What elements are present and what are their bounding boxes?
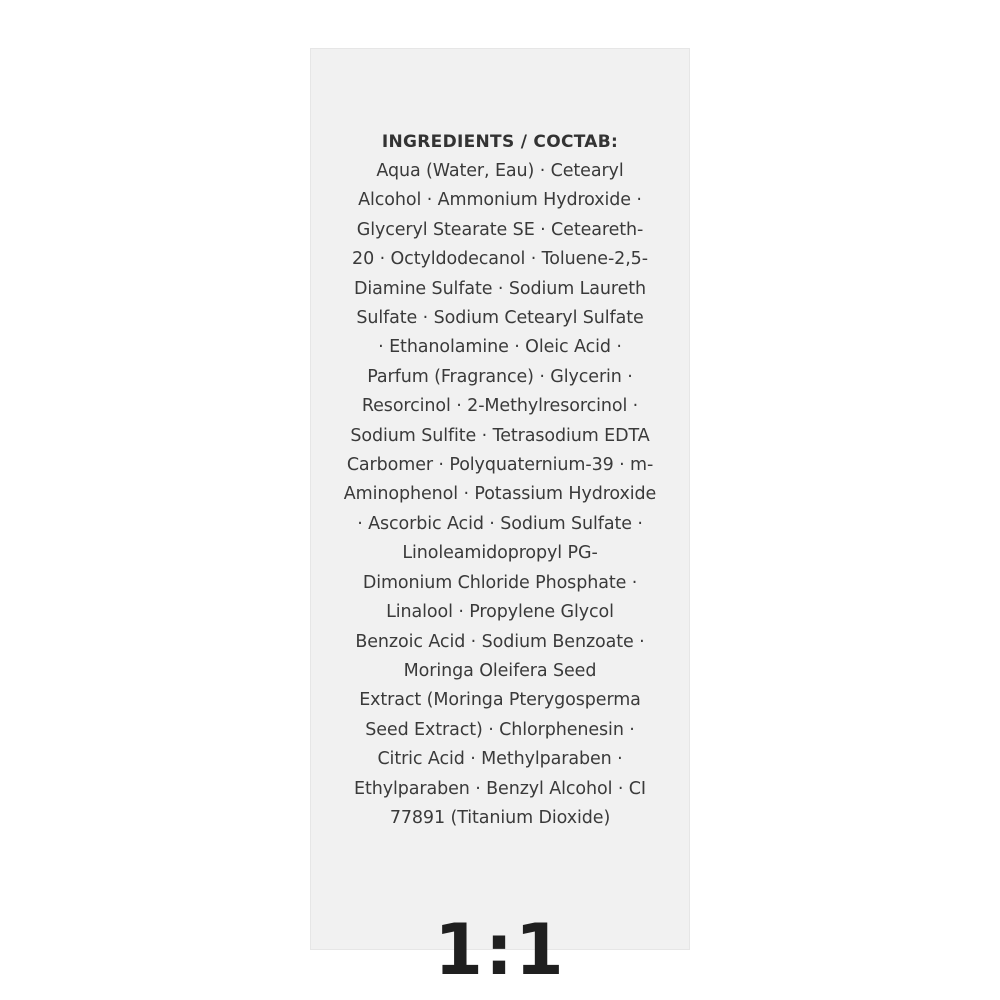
ingredients-line-20: Seed Extract) · Chlorphenesin · — [365, 719, 635, 740]
ingredients-line-9: Resorcinol · 2-Methylresorcinol · — [361, 396, 639, 417]
ingredients-line-14: Linoleamidopropyl PG- — [402, 543, 598, 564]
ingredients-line-19: Extract (Moringa Pterygosperma — [359, 690, 641, 711]
ingredients-line-12: Aminophenol · Potassium Hydroxide — [343, 484, 657, 505]
ingredients-line-10: Sodium Sulfite · Tetrasodium EDTA — [350, 425, 650, 446]
ingredients-line-1: Aqua (Water, Eau) · Cetearyl — [376, 161, 624, 181]
ingredients-heading: INGREDIENTS / COCTAB: — [381, 132, 619, 152]
ingredients-line-13: · Ascorbic Acid · Sodium Sulfate · — [357, 513, 643, 534]
ingredients-line-8: Parfum (Fragrance) · Glycerin · — [367, 366, 633, 387]
ingredients-line-2: Alcohol · Ammonium Hydroxide · — [358, 190, 642, 211]
ingredients-line-7: · Ethanolamine · Oleic Acid · — [378, 337, 622, 358]
ingredients-line-17: Benzoic Acid · Sodium Benzoate · — [355, 631, 645, 652]
ingredients-block — [310, 128, 690, 833]
mix-ratio: 1:1 — [434, 909, 566, 991]
ingredients-line-21: Citric Acid · Methylparaben · — [377, 749, 623, 770]
ingredients-line-23: 77891 (Titanium Dioxide) — [389, 807, 611, 828]
ingredients-line-11: Carbomer · Polyquaternium-39 · m- — [346, 455, 654, 476]
ingredients-line-3: Glyceryl Stearate SE · Ceteareth- — [356, 219, 644, 240]
ingredients-line-22: Ethylparaben · Benzyl Alcohol · CI — [354, 778, 646, 799]
ingredients-line-15: Dimonium Chloride Phosphate · — [362, 572, 638, 593]
ingredients-label-panel — [310, 48, 690, 991]
ingredients-line-6: Sulfate · Sodium Cetearyl Sulfate — [356, 308, 644, 329]
ingredients-line-4: 20 · Octyldodecanol · Toluene-2,5- — [352, 249, 648, 270]
ingredients-line-18: Moringa Oleifera Seed — [403, 660, 597, 681]
ingredients-line-16: Linalool · Propylene Glycol — [386, 602, 614, 623]
ingredients-line-5: Diamine Sulfate · Sodium Laureth — [353, 278, 647, 299]
